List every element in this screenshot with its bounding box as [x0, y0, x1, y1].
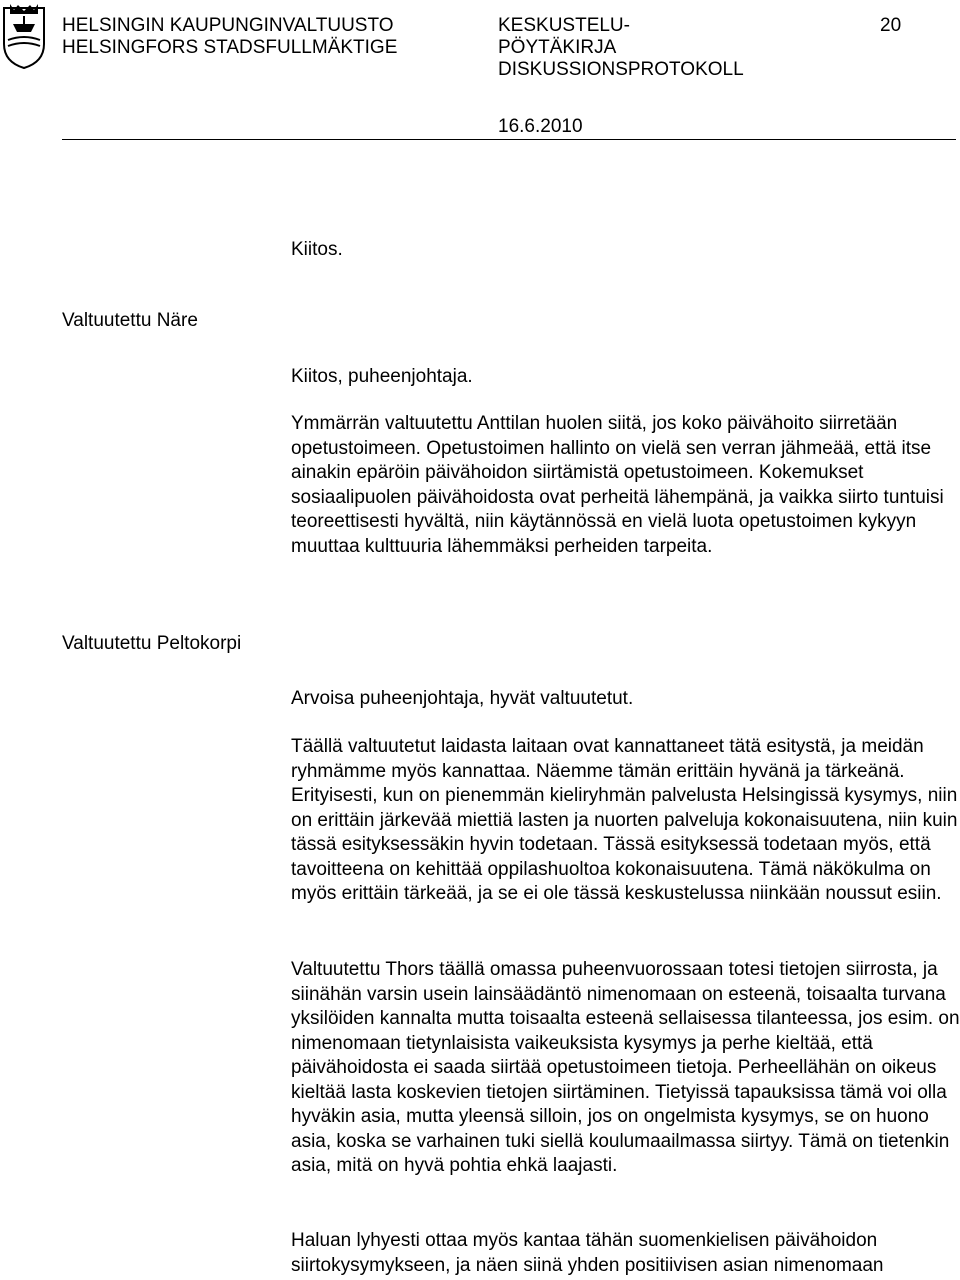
document-type: [498, 15, 744, 81]
paragraph-greeting: Kiitos, puheenjohtaja.: [291, 366, 473, 387]
header-divider: [62, 139, 956, 140]
paragraph-speech: Ymmärrän valtuutettu Anttilan huolen siitä, jos koko päivähoito siirretään opetustoimeen. Opetustoimen hallinto on vielä sen verran jähmeää, että itse ainakin epäröin päivähoidon siirtämistä opetustoimeen. Kokemukset sosiaalipuolen päivähoidosta ovat perheitä lähempänä, ja vaikka siirto tuntuisi teoreettisesti hyvältä, niin käytännössä en vielä luota opetustoimen kykyyn muuttaa kulttuuria lähemmäksi perheiden tarpeita.: [291, 413, 944, 557]
doc-type-swedish: DISKUSSIONSPROTOKOLL: [498, 59, 744, 80]
org-name-finnish: HELSINGIN KAUPUNGINVALTUUSTO: [62, 15, 394, 36]
paragraph-thanks: Kiitos.: [291, 239, 343, 260]
speaker-name: Valtuutettu Peltokorpi: [62, 633, 242, 654]
paragraph-speech: Täällä valtuutetut laidasta laitaan ovat kannattaneet tätä esitystä, ja meidän ryhmämme myös kannattaa. Näemme tämän erittäin hyvänä ja tärkeänä. Erityisesti, kun on pienemmän kieliryhmän palvelusta Helsingissä kysymys, niin on erittäin järkevää miettiä lasten ja nuorten palveluja kokonaisuutena, niin kuin tässä esityksessäkin hyvin todetaan. Tässä esityksessä todetaan myös, että tavoitteena on kehittää oppilashuoltoa kokonaisuutena. Tämä näkökulma on myös erittäin tärkeää, ja se ei ole tässä keskustelussa niinkään noussut esiin.: [291, 736, 958, 904]
doc-type-finnish-1: KESKUSTELU-: [498, 15, 630, 36]
page-number: 20: [880, 15, 902, 36]
city-crest-logo: [0, 0, 48, 70]
meeting-date: 16.6.2010: [498, 116, 583, 137]
paragraph-speech: Valtuutettu Thors täällä omassa puheenvuorossaan totesi tietojen siirrosta, ja siinähän varsin usein lainsäädäntö nimenomaan on esteenä, toisaalta turvana yksilöiden kannalta mutta toisaalta esteenä sellaisessa tilanteessa, jos esim. on nimenomaan tietynlaisista vaikeuksista kysymys ja perhe kieltää, että päivähoidosta ei saada siirtää opetustoimeen tietoja. Perheellähän on oikeus kieltää lasta koskevien tietojen siirtäminen. Tietyissä tapauksissa tämä voi olla hyväkin asia, mutta yleensä silloin, jos on ongelmista kysymys, se on huono asia, koska se varhainen tuki siellä koulumaailmassa siirtyy. Tämä on tietenkin asia, mitä on hyvä pohtia ehkä laajasti.: [291, 959, 960, 1176]
speaker-name: Valtuutettu Näre: [62, 310, 198, 331]
paragraph-greeting: Arvoisa puheenjohtaja, hyvät valtuutetut.: [291, 688, 634, 709]
org-name-swedish: HELSINGFORS STADSFULLMÄKTIGE: [62, 37, 398, 58]
paragraph-speech: Haluan lyhyesti ottaa myös kantaa tähän suomenkielisen päivähoidon siirtokysymykseen, ja näen siinä yhden positiivisen asian nimenomaan: [291, 1230, 884, 1276]
organization-name: [62, 15, 397, 59]
doc-type-finnish-2: PÖYTÄKIRJA: [498, 37, 617, 58]
